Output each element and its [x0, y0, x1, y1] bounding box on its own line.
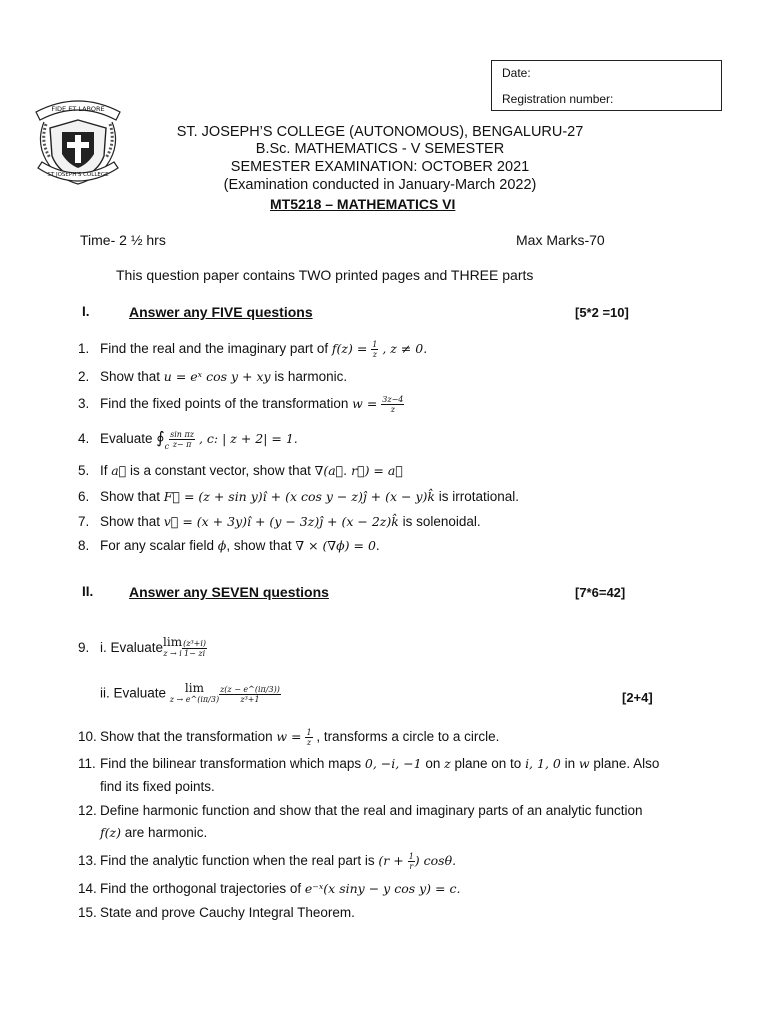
- section-1-number: I.: [82, 304, 90, 319]
- question-11: 11. Find the bilinear transformation which maps 0, −i, −1 on z plane on to i, 1, 0 in w plane. Also: [78, 756, 660, 771]
- course-code: MT5218 – MATHEMATICS VI: [270, 196, 456, 212]
- registration-label: Registration number:: [502, 92, 614, 106]
- college-name: ST. JOSEPH’S COLLEGE (AUTONOMOUS), BENGALURU-27: [176, 124, 584, 140]
- question-8: 8. For any scalar field ϕ, show that ∇ × (∇ϕ) = 0.: [78, 538, 380, 553]
- question-15: 15. State and prove Cauchy Integral Theorem.: [78, 905, 355, 920]
- program-line: B.Sc. MATHEMATICS - V SEMESTER: [255, 141, 505, 157]
- question-13: 13. Find the analytic function when the real part is (r + $\frac{1}{r}$ ) cosθ.: [78, 851, 457, 871]
- question-7: 7. Show that v⃗ = (x + 3y)î + (y − 3z)ĵ + (x − 2z)k̂ is solenoidal.: [78, 514, 481, 529]
- crest-college-name: ST JOSEPH'S COLLEGE: [47, 172, 109, 178]
- question-11-line-2: find its fixed points.: [100, 779, 215, 794]
- section-1-marks: [5*2 =10]: [575, 305, 629, 320]
- question-6: 6. Show that F⃗ = (z + sin y)î + (x cos y − z)ĵ + (x − y)k̂ is irrotational.: [78, 489, 520, 504]
- question-12: 12. Define harmonic function and show that the real and imaginary parts of an analytic function: [78, 803, 643, 818]
- question-2: 2. Show that u = eˣ cos y + xy is harmonic.: [78, 369, 348, 384]
- question-14: 14. Find the orthogonal trajectories of e⁻ˣ(x siny − y cos y) = c.: [78, 881, 461, 896]
- college-crest-icon: [28, 90, 128, 190]
- question-4: 4. Evaluate $∮_c$ $\frac{\text{sin πz}}{z- \pi}$ , c: | z + 2| = 1.: [78, 428, 298, 451]
- max-marks: Max Marks-70: [516, 232, 605, 248]
- question-5: 5. If a⃗ is a constant vector, show that ∇(a⃗. r⃗) = a⃗: [78, 463, 403, 478]
- question-12-line-2: f(z) are harmonic.: [100, 825, 208, 840]
- question-9-part-2: ii. Evaluate lim z → e^(iπ/3) $\frac{z(z - e\^{}(i\pi/3))}{\text{z³+1}}$: [100, 681, 280, 704]
- question-9-part-1: 9. i. Evaluatelim z → i $\frac{\text{(z³+i)}}{1- zi}$: [78, 635, 207, 659]
- question-9-marks: [2+4]: [622, 690, 653, 705]
- section-2-title: Answer any SEVEN questions: [129, 584, 329, 600]
- date-label: Date:: [502, 66, 531, 80]
- question-1: 1. Find the real and the imaginary part of f(z) = $\frac{1}{z}$ , z ≠ 0.: [78, 339, 428, 359]
- registration-box: [491, 60, 722, 111]
- exam-line: SEMESTER EXAMINATION: OCTOBER 2021: [230, 159, 530, 175]
- section-2-number: II.: [82, 584, 94, 599]
- question-10: 10. Show that the transformation w = $\frac{1}{z}$ , transforms a circle to a circle.: [78, 727, 500, 747]
- crest-motto: FIDE ET LABORE: [51, 105, 105, 113]
- section-1-title: Answer any FIVE questions: [129, 304, 313, 320]
- time-allowed: Time- 2 ½ hrs: [80, 232, 166, 248]
- paper-note: This question paper contains TWO printed pages and THREE parts: [116, 267, 534, 283]
- section-2-marks: [7*6=42]: [575, 585, 626, 600]
- conducted-line: (Examination conducted in January-March 2022): [223, 177, 537, 193]
- question-3: 3. Find the fixed points of the transformation w = $\frac{3z-4}{z}$: [78, 394, 404, 414]
